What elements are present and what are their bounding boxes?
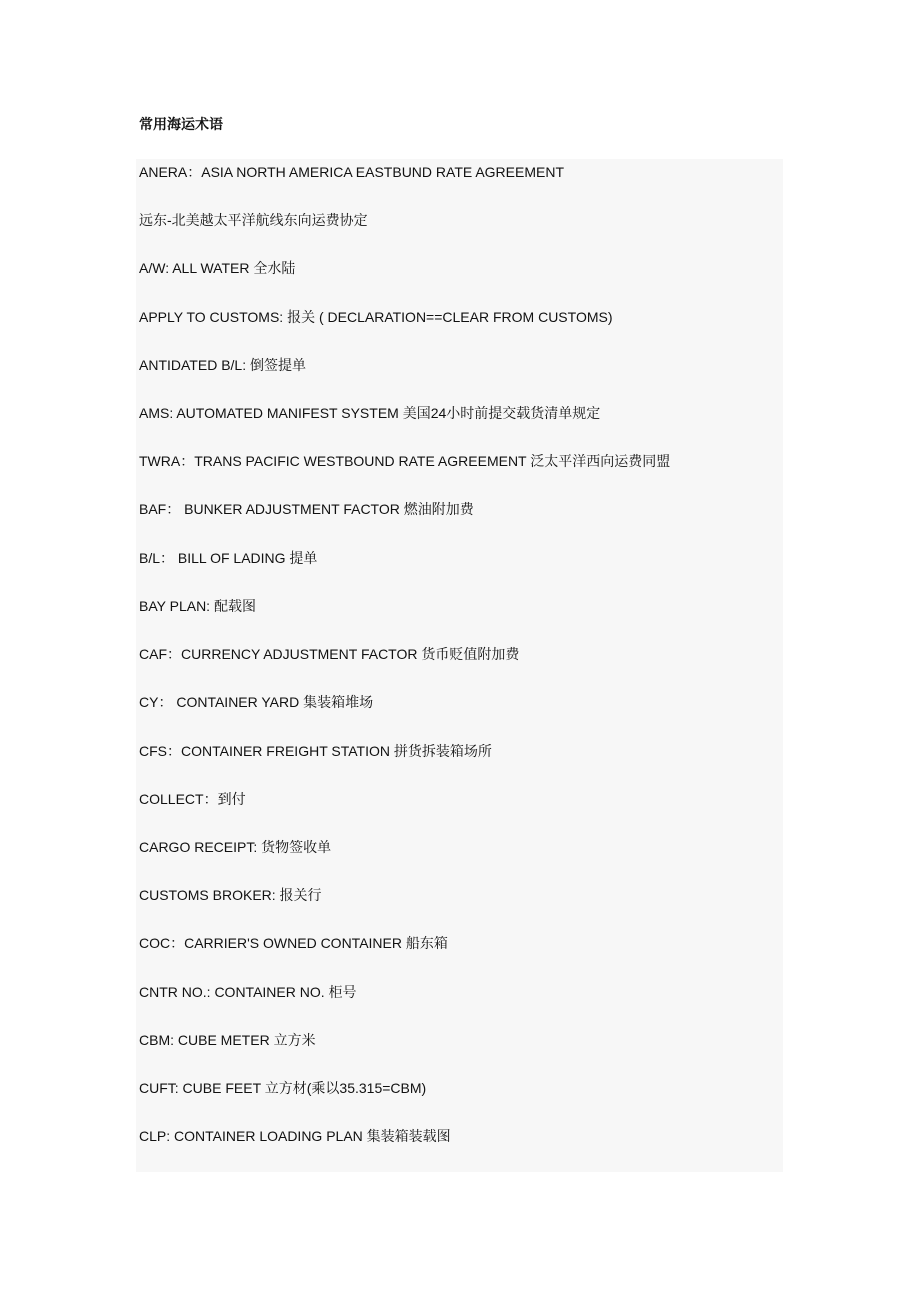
term-row-collect: COLLECT：到付 — [139, 791, 246, 807]
term-row-cargo-receipt: CARGO RECEIPT: 货物签收单 — [139, 839, 332, 855]
term-row-bl: B/L： BILL OF LADING 提单 — [139, 550, 318, 566]
glossary-block — [136, 159, 783, 1172]
term-row-cbm: CBM: CUBE METER 立方米 — [139, 1032, 316, 1048]
document-title: 常用海运术语 — [139, 116, 223, 132]
term-row-cy: CY： CONTAINER YARD 集装箱堆场 — [139, 694, 374, 710]
term-row-cuft: CUFT: CUBE FEET 立方材(乘以35.315=CBM) — [139, 1080, 427, 1096]
term-row-ams: AMS: AUTOMATED MANIFEST SYSTEM 美国24小时前提交载货清单规定 — [139, 405, 601, 421]
term-row-customs-broker: CUSTOMS BROKER: 报关行 — [139, 887, 322, 903]
term-row-anera-cn: 远东-北美越太平洋航线东向运费协定 — [139, 212, 368, 228]
term-row-coc: COC：CARRIER'S OWNED CONTAINER 船东箱 — [139, 935, 448, 951]
term-row-aw: A/W: ALL WATER 全水陆 — [139, 260, 296, 276]
term-row-baf: BAF： BUNKER ADJUSTMENT FACTOR 燃油附加费 — [139, 501, 474, 517]
term-row-clp: CLP: CONTAINER LOADING PLAN 集装箱装载图 — [139, 1128, 451, 1144]
term-row-bay-plan: BAY PLAN: 配载图 — [139, 598, 256, 614]
term-row-apply-customs: APPLY TO CUSTOMS: 报关 ( DECLARATION==CLEAR FROM CUSTOMS) — [139, 309, 613, 325]
term-row-cfs: CFS：CONTAINER FREIGHT STATION 拼货拆装箱场所 — [139, 743, 492, 759]
term-row-antidated-bl: ANTIDATED B/L: 倒签提单 — [139, 357, 306, 373]
term-row-cntr-no: CNTR NO.: CONTAINER NO. 柜号 — [139, 984, 357, 1000]
term-row-caf: CAF：CURRENCY ADJUSTMENT FACTOR 货币贬值附加费 — [139, 646, 520, 662]
term-row-twra: TWRA：TRANS PACIFIC WESTBOUND RATE AGREEMENT 泛太平洋西向运费同盟 — [139, 453, 671, 469]
term-row-anera: ANERA：ASIA NORTH AMERICA EASTBUND RATE AGREEMENT — [139, 164, 565, 180]
